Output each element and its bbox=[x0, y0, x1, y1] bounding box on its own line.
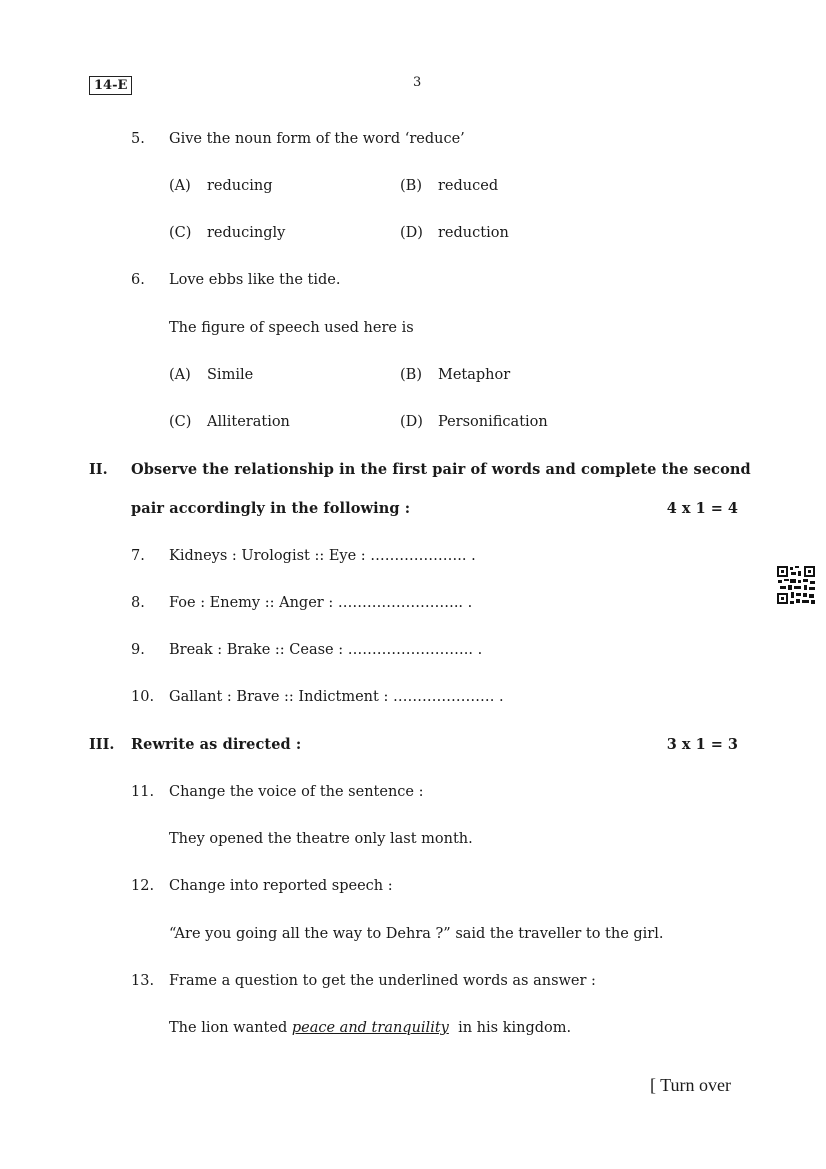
question-text-9: Break : Brake :: Cease : …………………….. . bbox=[169, 642, 483, 658]
section-marks-2: 4 x 1 = 4 bbox=[666, 500, 738, 517]
option-label: (B) bbox=[400, 367, 422, 383]
qr-code-icon bbox=[776, 565, 816, 605]
question-text-7: Kidneys : Urologist :: Eye : ……………….. . bbox=[169, 548, 476, 564]
section-instruction-2: Observe the relationship in the first pair of words and complete the second bbox=[131, 461, 751, 478]
question-number-7: 7. bbox=[131, 548, 145, 564]
question-number-9: 9. bbox=[131, 642, 145, 658]
option-text: reduction bbox=[438, 225, 509, 241]
question-number-6: 6. bbox=[131, 272, 145, 288]
question-text-6: Love ebbs like the tide. bbox=[169, 272, 341, 288]
option-label: (A) bbox=[169, 367, 191, 383]
option-text: reducing bbox=[207, 178, 273, 194]
question-subtext-6: The figure of speech used here is bbox=[169, 320, 414, 336]
paper-code: 14-E bbox=[89, 76, 132, 95]
option-label: (A) bbox=[169, 178, 191, 194]
question-sentence-11: They opened the theatre only last month. bbox=[169, 831, 473, 847]
question-text-10: Gallant : Brave :: Indictment : ………………… . bbox=[169, 689, 504, 705]
question-text-5: Give the noun form of the word ‘reduce’ bbox=[169, 131, 465, 147]
sentence-prefix: The lion wanted bbox=[169, 1020, 292, 1036]
question-text-8: Foe : Enemy :: Anger : …………………….. . bbox=[169, 595, 473, 611]
question-number-12: 12. bbox=[131, 878, 155, 894]
option-text: Alliteration bbox=[207, 414, 290, 430]
option-text: Simile bbox=[207, 367, 254, 383]
option-text: reducingly bbox=[207, 225, 286, 241]
question-text-13: Frame a question to get the underlined words as answer : bbox=[169, 973, 596, 989]
option-text: Personification bbox=[438, 414, 548, 430]
option-label: (D) bbox=[400, 225, 423, 241]
question-sentence-13 bbox=[169, 1020, 571, 1036]
option-label: (C) bbox=[169, 414, 192, 430]
section-marks-3: 3 x 1 = 3 bbox=[666, 736, 738, 753]
question-text-12: Change into reported speech : bbox=[169, 878, 393, 894]
option-label: (C) bbox=[169, 225, 192, 241]
question-number-13: 13. bbox=[131, 973, 155, 989]
option-text: reduced bbox=[438, 178, 499, 194]
page-number: 3 bbox=[413, 75, 422, 90]
section-number-3: III. bbox=[89, 736, 115, 753]
turn-over-note: [ Turn over bbox=[650, 1075, 732, 1095]
section-title-3: Rewrite as directed : bbox=[131, 736, 302, 753]
sentence-suffix: in his kingdom. bbox=[448, 1020, 572, 1036]
question-text-11: Change the voice of the sentence : bbox=[169, 784, 424, 800]
underlined-answer: peace and tranquility bbox=[291, 1020, 449, 1036]
question-number-8: 8. bbox=[131, 595, 145, 611]
question-number-10: 10. bbox=[131, 689, 155, 705]
question-sentence-12: “Are you going all the way to Dehra ?” said the traveller to the girl. bbox=[169, 926, 664, 942]
section-instruction-2b: pair accordingly in the following : bbox=[131, 500, 411, 517]
option-label: (B) bbox=[400, 178, 422, 194]
option-label: (D) bbox=[400, 414, 423, 430]
option-text: Metaphor bbox=[438, 367, 511, 383]
section-number-2: II. bbox=[89, 461, 108, 478]
question-number-5: 5. bbox=[131, 131, 145, 147]
question-number-11: 11. bbox=[131, 784, 155, 800]
